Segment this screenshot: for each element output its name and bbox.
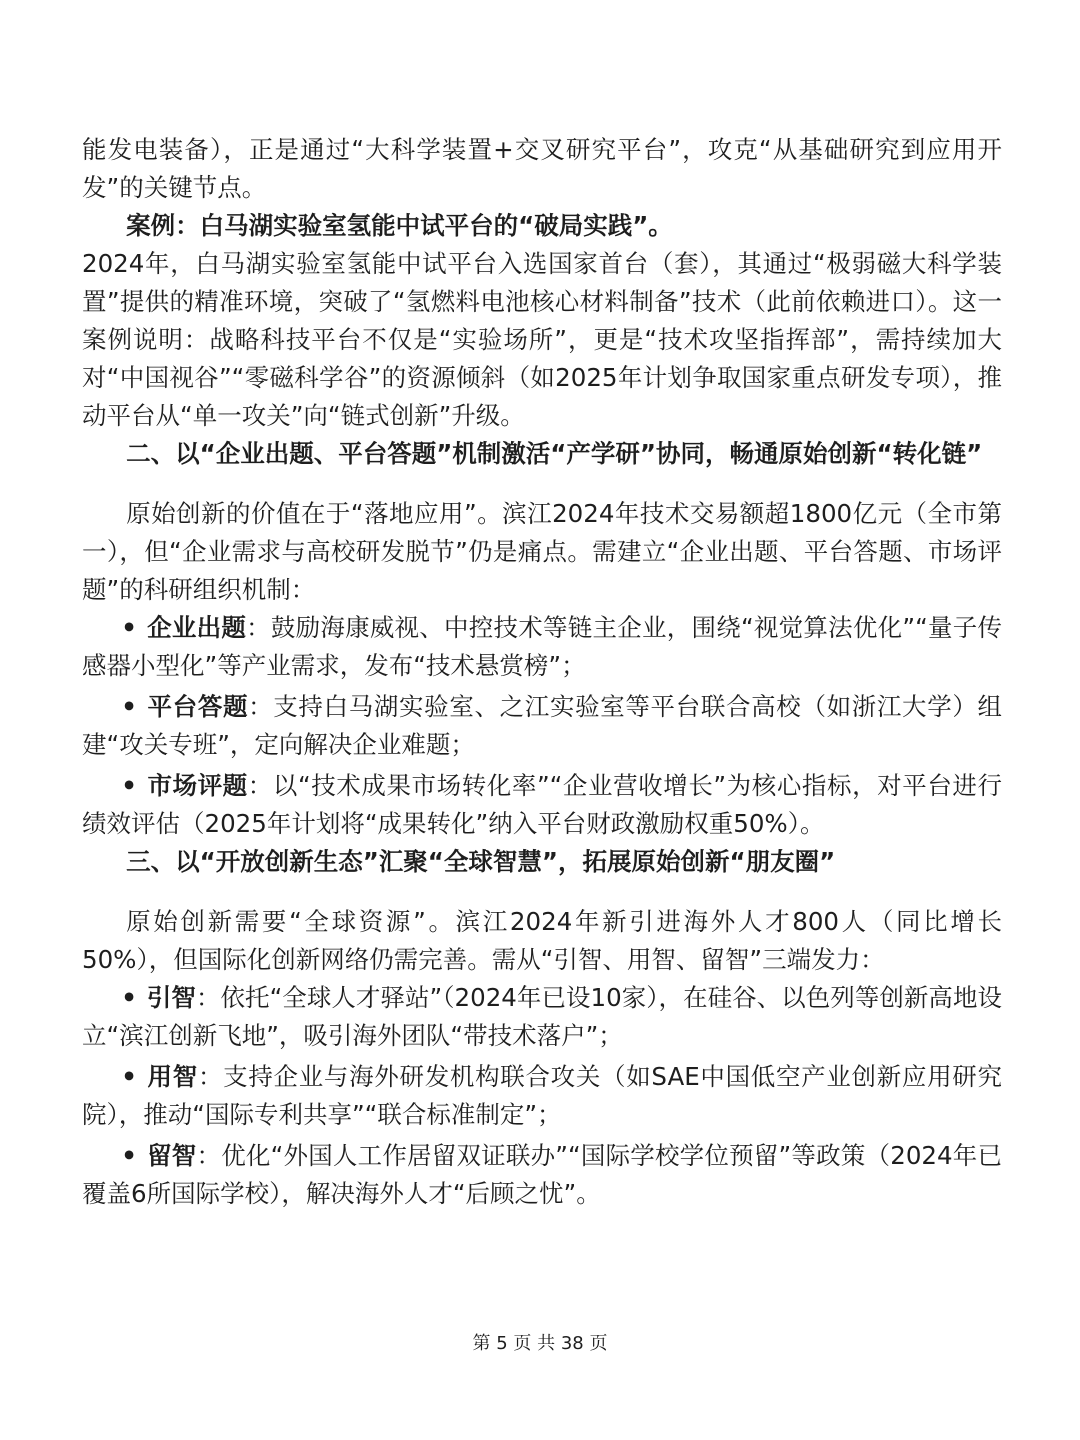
bullet-dot: • [121,1062,137,1091]
section3-bullet-1 [82,979,1002,1055]
case-title: 案例：白马湖实验室氢能中试平台的“破局实践”。 [126,211,673,240]
document-page [82,131,1002,1213]
section3-intro-paragraph: 原始创新需要“全球资源”。滨江2024年新引进海外人才800人（同比增长50%），但国际化创新网络仍需完善。需从“引智、用智、留智”三端发力： [82,907,1002,974]
bullet-dot: • [121,1141,137,1170]
section2-bullet-2 [82,688,1002,764]
section2-bullet-list [82,609,1002,843]
bullet-text: ：依托“全球人才驿站”（2024年已设10家），在硅谷、以色列等创新高地设立“滨江创新飞地”，吸引海外团队“带技术落户”； [82,983,1002,1050]
section2-bullet-3 [82,767,1002,843]
bullet-text: ：优化“外国人工作居留双证联办”“国际学校学位预留”等政策（2024年已覆盖6所国际学校），解决海外人才“后顾之忧”。 [82,1141,1002,1208]
bullet-dot: • [121,613,137,642]
section3-bullet-list [82,979,1002,1213]
bullet-term: 用智 [146,1062,198,1091]
bullet-term: 留智 [146,1141,197,1170]
bullet-term: 平台答题 [146,692,249,721]
bullet-dot: • [121,983,137,1012]
bullet-term: 市场评题 [146,771,248,800]
bullet-dot: • [121,692,137,721]
intro-continuation-paragraph: 能发电装备），正是通过“大科学装置+交叉研究平台”，攻克“从基础研究到应用开发”的关键节点。 [82,135,1002,202]
section2-heading: 二、以“企业出题、平台答题”机制激活“产学研”协同，畅通原始创新“转化链” [126,439,983,468]
section3-bullet-2 [82,1058,1002,1134]
bullet-text: ：支持白马湖实验室、之江实验室等平台联合高校（如浙江大学）组建“攻关专班”，定向解决企业难题； [82,692,1003,759]
bullet-dot: • [121,771,137,800]
bullet-text: ：以“技术成果市场转化率”“企业营收增长”为核心指标，对平台进行绩效评估（2025年计划将“成果转化”纳入平台财政激励权重50%）。 [82,771,1002,838]
bullet-text: ：鼓励海康威视、中控技术等链主企业，围绕“视觉算法优化”“量子传感器小型化”等产业需求，发布“技术悬赏榜”； [82,613,1003,680]
bullet-term: 引智 [146,983,196,1012]
section3-bullet-3 [82,1137,1002,1213]
bullet-term: 企业出题 [146,613,247,642]
case-body-paragraph: 2024年，白马湖实验室氢能中试平台入选国家首台（套），其通过“极弱磁大科学装置”提供的精准环境，突破了“氢燃料电池核心材料制备”技术（此前依赖进口）。这一案例说明：战略科技平台不仅是“实验场所”，更是“技术攻坚指挥部”，需持续加大对“中国视谷”“零磁科学谷”的资源倾斜（如2025年计划争取国家重点研发专项），推动平台从“单一攻关”向“链式创新”升级。 [82,249,1002,430]
section3-heading: 三、以“开放创新生态”汇聚“全球智慧”，拓展原始创新“朋友圈” [126,847,836,876]
section2-intro-paragraph: 原始创新的价值在于“落地应用”。滨江2024年技术交易额超1800亿元（全市第一），但“企业需求与高校研发脱节”仍是痛点。需建立“企业出题、平台答题、市场评题”的科研组织机制： [82,499,1002,604]
page-footer: 第 5 页 共 38 页 [472,1333,608,1354]
section2-bullet-1 [82,609,1002,685]
bullet-text: ：支持企业与海外研发机构联合攻关（如SAE中国低空产业创新应用研究院），推动“国际专利共享”“联合标准制定”； [82,1062,1003,1129]
